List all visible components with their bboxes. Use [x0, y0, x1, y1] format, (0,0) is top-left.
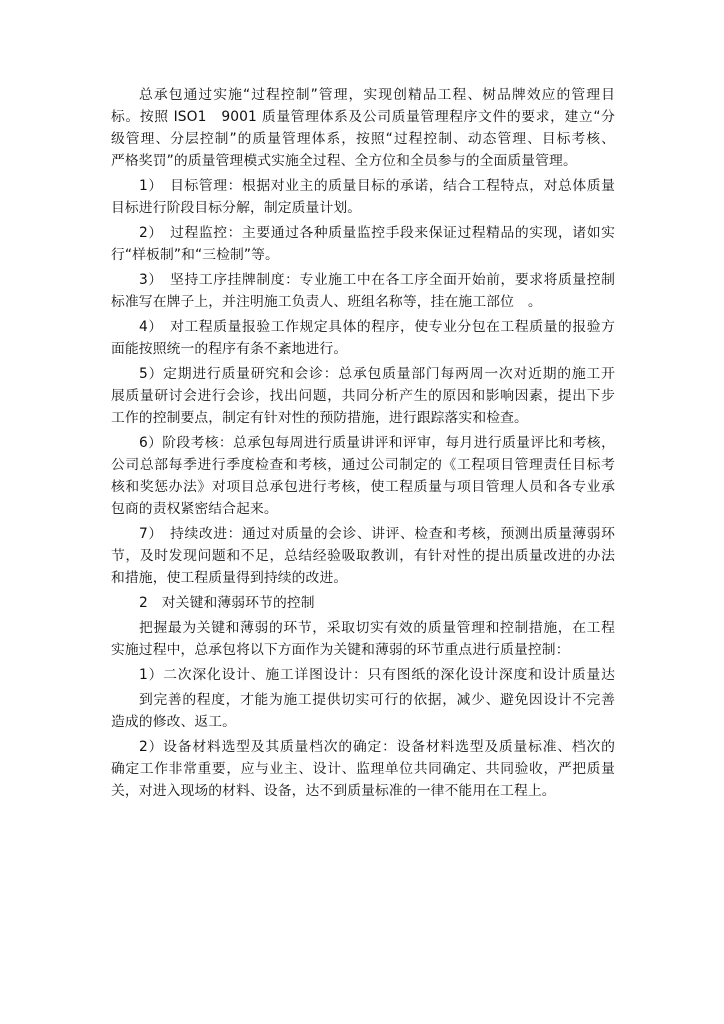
text-line: 5）定期进行质量研究和会诊：总承包质量部门每两周一次对近期的施工开 [139, 366, 615, 382]
text-line: 行“样板制”和“三检制”等。 [111, 247, 279, 263]
text-line: 工作的控制要点，制定有针对性的预防措施，进行跟踪落实和检查。 [111, 410, 528, 426]
text-line: 标。按照 ISO1 9001 质量管理体系及公司质量管理程序文件的要求，建立“分 [111, 109, 615, 125]
text-line: 造成的修改、返工。 [111, 714, 237, 730]
text-line: 4） 对工程质量报验工作规定具体的程序，使专业分包在工程质量的报验方 [139, 319, 615, 335]
text-line: 总承包通过实施“过程控制”管理，实现创精品工程、树品牌效应的管理目 [139, 87, 615, 103]
text-line: 包商的责权紧密结合起来。 [111, 501, 278, 517]
section-heading-text: 2 对关键和薄弱环节的控制 [139, 595, 315, 611]
paragraph-inspection-procedure [111, 316, 615, 360]
text-line: 面能按照统一的程序有条不紊地进行。 [111, 341, 348, 357]
text-line: 3） 坚持工序挂牌制度：专业施工中在各工序全面开始前，要求将质量控制 [139, 272, 615, 288]
paragraph-target-management [111, 175, 615, 219]
text-line: 展质量研讨会进行会诊，找出问题，共同分析产生的原因和影响因素，提出下步 [111, 388, 615, 404]
text-line: 节，及时发现问题和不足，总结经验吸取教训，有针对性的提出质量改进的办法 [111, 548, 615, 564]
section-heading [111, 592, 615, 614]
text-line: 和措施，使工程质量得到持续的改进。 [111, 570, 348, 586]
text-line: 把握最为关键和薄弱的环节，采取切实有效的质量管理和控制措施，在工程 [139, 620, 615, 636]
text-line: 1）二次深化设计、施工详图设计：只有图纸的深化设计深度和设计质量达 [139, 667, 615, 683]
text-line: 2）设备材料选型及其质量档次的确定：设备材料选型及质量标准、档次的 [139, 739, 615, 755]
document-body [111, 84, 615, 805]
text-line: 严格奖罚”的质量管理模式实施全过程、全方位和全员参与的全面质量管理。 [111, 153, 577, 169]
paragraph-continuous-improvement [111, 523, 615, 589]
text-line: 到完善的程度，才能为施工提供切实可行的依据，减少、避免因设计不完善 [139, 692, 615, 708]
text-line: 2） 过程监控：主要通过各种质量监控手段来保证过程精品的实现，诸如实 [139, 225, 615, 241]
paragraph-material-selection [111, 736, 615, 802]
paragraph-quality-review [111, 363, 615, 429]
paragraph-process-labeling [111, 269, 615, 313]
text-line: 级管理、分层控制”的质量管理体系，按照“过程控制、动态管理、目标考核、 [111, 131, 615, 147]
text-line: 6）阶段考核：总承包每周进行质量讲评和评审，每月进行质量评比和考核， [139, 435, 615, 451]
text-line: 标准写在牌子上，并注明施工负责人、班组名称等，挂在施工部位 。 [111, 294, 542, 310]
text-line: 1） 目标管理：根据对业主的质量目标的承诺，结合工程特点，对总体质量 [139, 178, 615, 194]
paragraph-stage-assessment [111, 432, 615, 520]
text-line: 确定工作非常重要，应与业主、设计、监理单位共同确定、共同验收，严把质量 [111, 761, 615, 777]
text-line: 实施过程中，总承包将以下方面作为关键和薄弱的环节重点进行质量控制： [111, 642, 570, 658]
text-line: 目标进行阶段目标分解，制定质量计划。 [111, 200, 362, 216]
text-line: 核和奖惩办法》对项目总承包进行考核，使工程质量与项目管理人员和各专业承 [111, 479, 615, 495]
paragraph-design-deepening [111, 664, 615, 686]
paragraph-key-weak-links [111, 617, 615, 661]
paragraph-design-deepening-cont [111, 689, 615, 733]
text-line: 公司总部每季进行季度检查和考核，通过公司制定的《工程项目管理责任目标考 [111, 457, 615, 473]
paragraph-intro [111, 84, 615, 172]
text-line: 关，对进入现场的材料、设备，达不到质量标准的一律不能用在工程上。 [111, 783, 556, 799]
text-line: 7） 持续改进：通过对质量的会诊、讲评、检查和考核，预测出质量薄弱环 [139, 526, 615, 542]
paragraph-process-monitoring [111, 222, 615, 266]
